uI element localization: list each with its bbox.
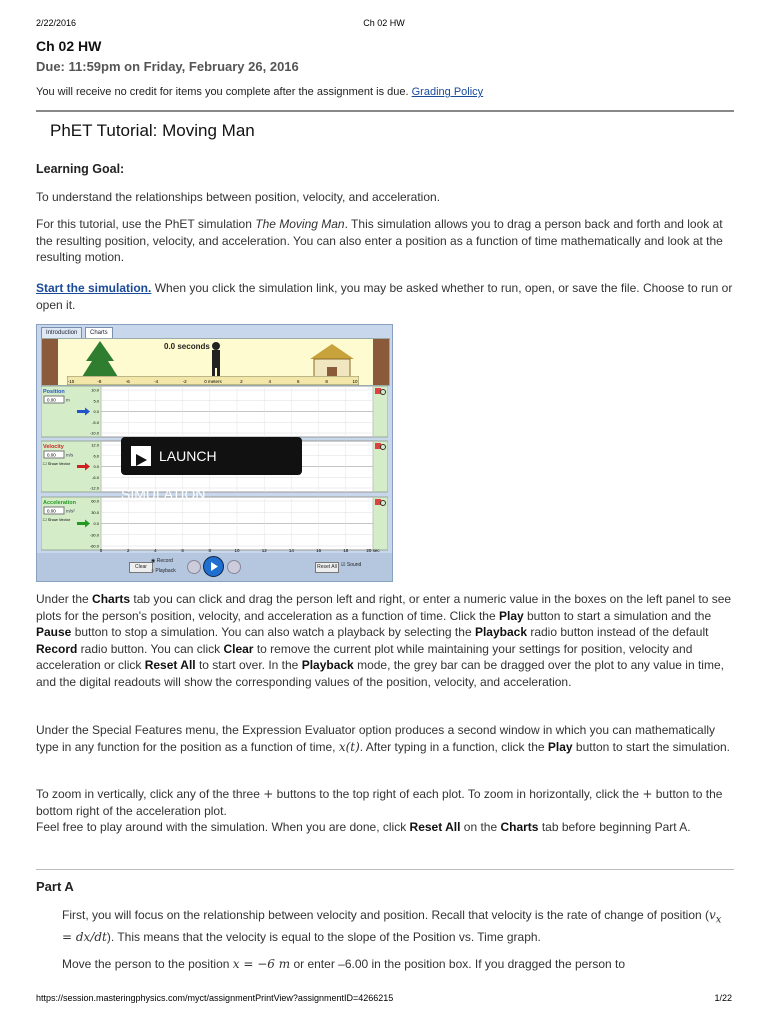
- reset-all-button[interactable]: Reset All: [315, 562, 339, 573]
- close-plot-icon: [375, 388, 381, 394]
- charts-instructions: Under the Charts tab you can click and drag the person left and right, or enter a numeric value in the boxes on the left panel to see plots for the person's position, velocity, and acceleration as a function of time. Click the Play button to start a simulation and the Pause button to stop a simulation. You can also watch a playback by selecting the Playback radio button instead of the default Record radio button. You can click Clear to remove the current plot while maintaining your settings for position, velocity and acceleration or click Reset All to start over. In the Playback mode, the grey bar can be dragged over the plot to any value in time, and the digital readouts will show the corresponding values of the position, velocity, and acceleration.: [36, 592, 732, 689]
- rewind-button[interactable]: [187, 560, 201, 574]
- learning-goal-label: Learning Goal:: [36, 162, 125, 176]
- y-tick-label: 0.0: [93, 409, 99, 414]
- play-icon: [204, 557, 223, 576]
- y-tick-label: -60.0: [89, 543, 99, 549]
- ruler-tick-label: -2: [182, 379, 187, 384]
- no-credit-notice: [36, 86, 483, 98]
- plot-unit: m/s: [66, 452, 74, 458]
- tree-icon: [82, 341, 118, 377]
- y-tick-label: -6.0: [92, 474, 99, 480]
- sim-name: The Moving Man: [255, 217, 345, 231]
- expression-evaluator-instructions: Under the Special Features menu, the Expression Evaluator option produces a second window in which you can mathematically type in any function for the position as a function of time, x(t). After typing in a function, click the Play button to start the simulation.: [36, 723, 731, 754]
- time-tick-label: 0: [99, 548, 103, 552]
- part-a-paragraph-2: Move the person to the position x = −6 m or enter –6.00 in the position box. If you dragged the person to: [62, 957, 626, 971]
- ruler-tick-label: 6: [296, 379, 300, 384]
- plot-name: Position: [43, 389, 65, 395]
- intro-text-1: For this tutorial, use the PhET simulation: [36, 217, 252, 231]
- close-plot-icon: [375, 499, 381, 505]
- y-tick-label: -12.0: [89, 485, 99, 491]
- ruler-tick-label: -8: [97, 379, 102, 384]
- plot-value: 0.00: [47, 452, 56, 458]
- y-tick-label: 6.0: [93, 453, 99, 459]
- plot-acceleration: [41, 497, 388, 550]
- house-icon: [310, 344, 354, 359]
- part-a-title: Part A: [36, 879, 74, 894]
- record-radio[interactable]: ◉ Record: [151, 558, 173, 564]
- launch-label: LAUNCH SIMULATION: [121, 448, 217, 502]
- ruler-tick-label: 10: [352, 379, 358, 384]
- print-title: Ch 02 HW: [363, 18, 405, 28]
- step-button[interactable]: [227, 560, 241, 574]
- ruler-tick-label: -10: [67, 379, 75, 384]
- ruler-tick-label: 0 meters: [204, 379, 222, 384]
- plot-value: 0.00: [47, 508, 56, 514]
- plot-value: 0.00: [47, 397, 56, 403]
- part-a-paragraph-1: First, you will focus on the relationship between velocity and position. Recall that velocity is the rate of change of position $(v_x = dx/dt)$. This means that the velocity is equal to the slope of the Position vs. Time graph.: [62, 908, 722, 944]
- ruler-tick-label: 4: [268, 379, 272, 384]
- wall-right-icon: [373, 339, 389, 385]
- notice-text: You will receive no credit for items you complete after the assignment is due.: [36, 86, 409, 98]
- y-tick-label: -10.0: [89, 430, 99, 436]
- time-tick-label: 16: [316, 548, 322, 552]
- plot-name: Velocity: [43, 444, 64, 450]
- sound-label: Sound: [346, 562, 362, 568]
- ruler-tick-label: -6: [125, 379, 130, 384]
- ruler-tick-label: 2: [240, 379, 243, 384]
- divider: [36, 110, 734, 112]
- y-tick-label: -30.0: [89, 532, 99, 538]
- tab-introduction[interactable]: Introduction: [41, 327, 82, 338]
- learning-goal-text: To understand the relationships between position, velocity, and acceleration.: [36, 190, 441, 204]
- play-button[interactable]: [203, 556, 224, 577]
- time-tick-label: 2: [126, 548, 130, 552]
- wall-left-icon: [42, 339, 58, 385]
- ruler-tick-label: -4: [154, 379, 159, 384]
- close-plot-icon: [375, 443, 381, 449]
- y-tick-label: 0.0: [93, 521, 99, 526]
- time-readout: 0.0 seconds: [164, 342, 210, 351]
- y-tick-label: 0.0: [93, 464, 99, 469]
- intro-paragraph: [36, 216, 736, 266]
- time-tick-label: 14: [288, 548, 294, 552]
- zoom-instructions: To zoom in vertically, click any of the three + buttons to the top right of each plot. To zoom in horizontally, click the + button to the bottom right of the acceleration plot. Feel free to play around with the simulation. When you are done, click Reset All on the Charts tab before beginning Part A.: [36, 787, 723, 835]
- y-tick-label: 5.0: [93, 398, 99, 404]
- tab-charts[interactable]: Charts: [85, 327, 113, 338]
- assignment-title: Ch 02 HW: [36, 38, 102, 54]
- time-tick-label: 20 sec: [366, 548, 380, 552]
- intro-text-2: . This simulation allows you to drag a person back and forth and look at the resulting position, velocity, and acceleration. You can also enter a position as a function of time mathematically and look at the resulting motion.: [36, 217, 723, 265]
- plot-unit: m: [66, 397, 70, 403]
- start-paragraph: [36, 280, 736, 313]
- print-page-number: 1/22: [714, 993, 732, 1003]
- time-tick-label: 6: [181, 548, 184, 552]
- plot-name: Acceleration: [43, 500, 77, 506]
- y-tick-label: 60.0: [91, 498, 99, 504]
- start-simulation-link[interactable]: Start the simulation.: [36, 281, 152, 295]
- time-tick-label: 12: [261, 548, 267, 552]
- show-vector-checkbox: ☐ Show Vector: [43, 517, 71, 522]
- moving-man-icon: [212, 342, 220, 350]
- divider: [36, 869, 734, 870]
- control-bar: [37, 553, 392, 581]
- ruler-tick-label: 8: [325, 379, 328, 384]
- plot-position: [41, 386, 388, 437]
- position-ruler: [67, 376, 359, 385]
- playback-radio[interactable]: ○ Playback: [151, 568, 176, 574]
- y-tick-label: 12.0: [91, 442, 99, 448]
- show-vector-checkbox: ☐ Show Vector: [43, 461, 71, 466]
- time-tick-label: 18: [343, 548, 349, 552]
- playback-label: Playback: [155, 568, 176, 574]
- time-tick-label: 8: [208, 548, 212, 552]
- play-icon: [131, 446, 151, 466]
- y-tick-label: 10.0: [91, 387, 99, 393]
- time-tick-label: 4: [154, 548, 157, 552]
- start-text: When you click the simulation link, you may be asked whether to run, open, or save the file. Choose to run or open it.: [36, 281, 733, 312]
- record-label: Record: [156, 558, 173, 564]
- print-url: https://session.masteringphysics.com/myct/assignmentPrintView?assignmentID=4266215: [36, 993, 394, 1003]
- y-tick-label: 30.0: [91, 509, 99, 515]
- plot-unit: m/s²: [66, 508, 75, 514]
- grading-policy-link[interactable]: Grading Policy: [411, 86, 484, 98]
- due-date: Due: 11:59pm on Friday, February 26, 2016: [36, 59, 299, 74]
- y-tick-label: -5.0: [92, 419, 99, 425]
- tutorial-title: PhET Tutorial: Moving Man: [50, 121, 255, 140]
- clear-button[interactable]: Clear: [129, 562, 153, 573]
- sound-checkbox[interactable]: ☑ Sound: [341, 562, 362, 568]
- launch-simulation-button[interactable]: [121, 437, 302, 502]
- print-date: 2/22/2016: [36, 18, 77, 28]
- time-tick-label: 10: [234, 548, 240, 552]
